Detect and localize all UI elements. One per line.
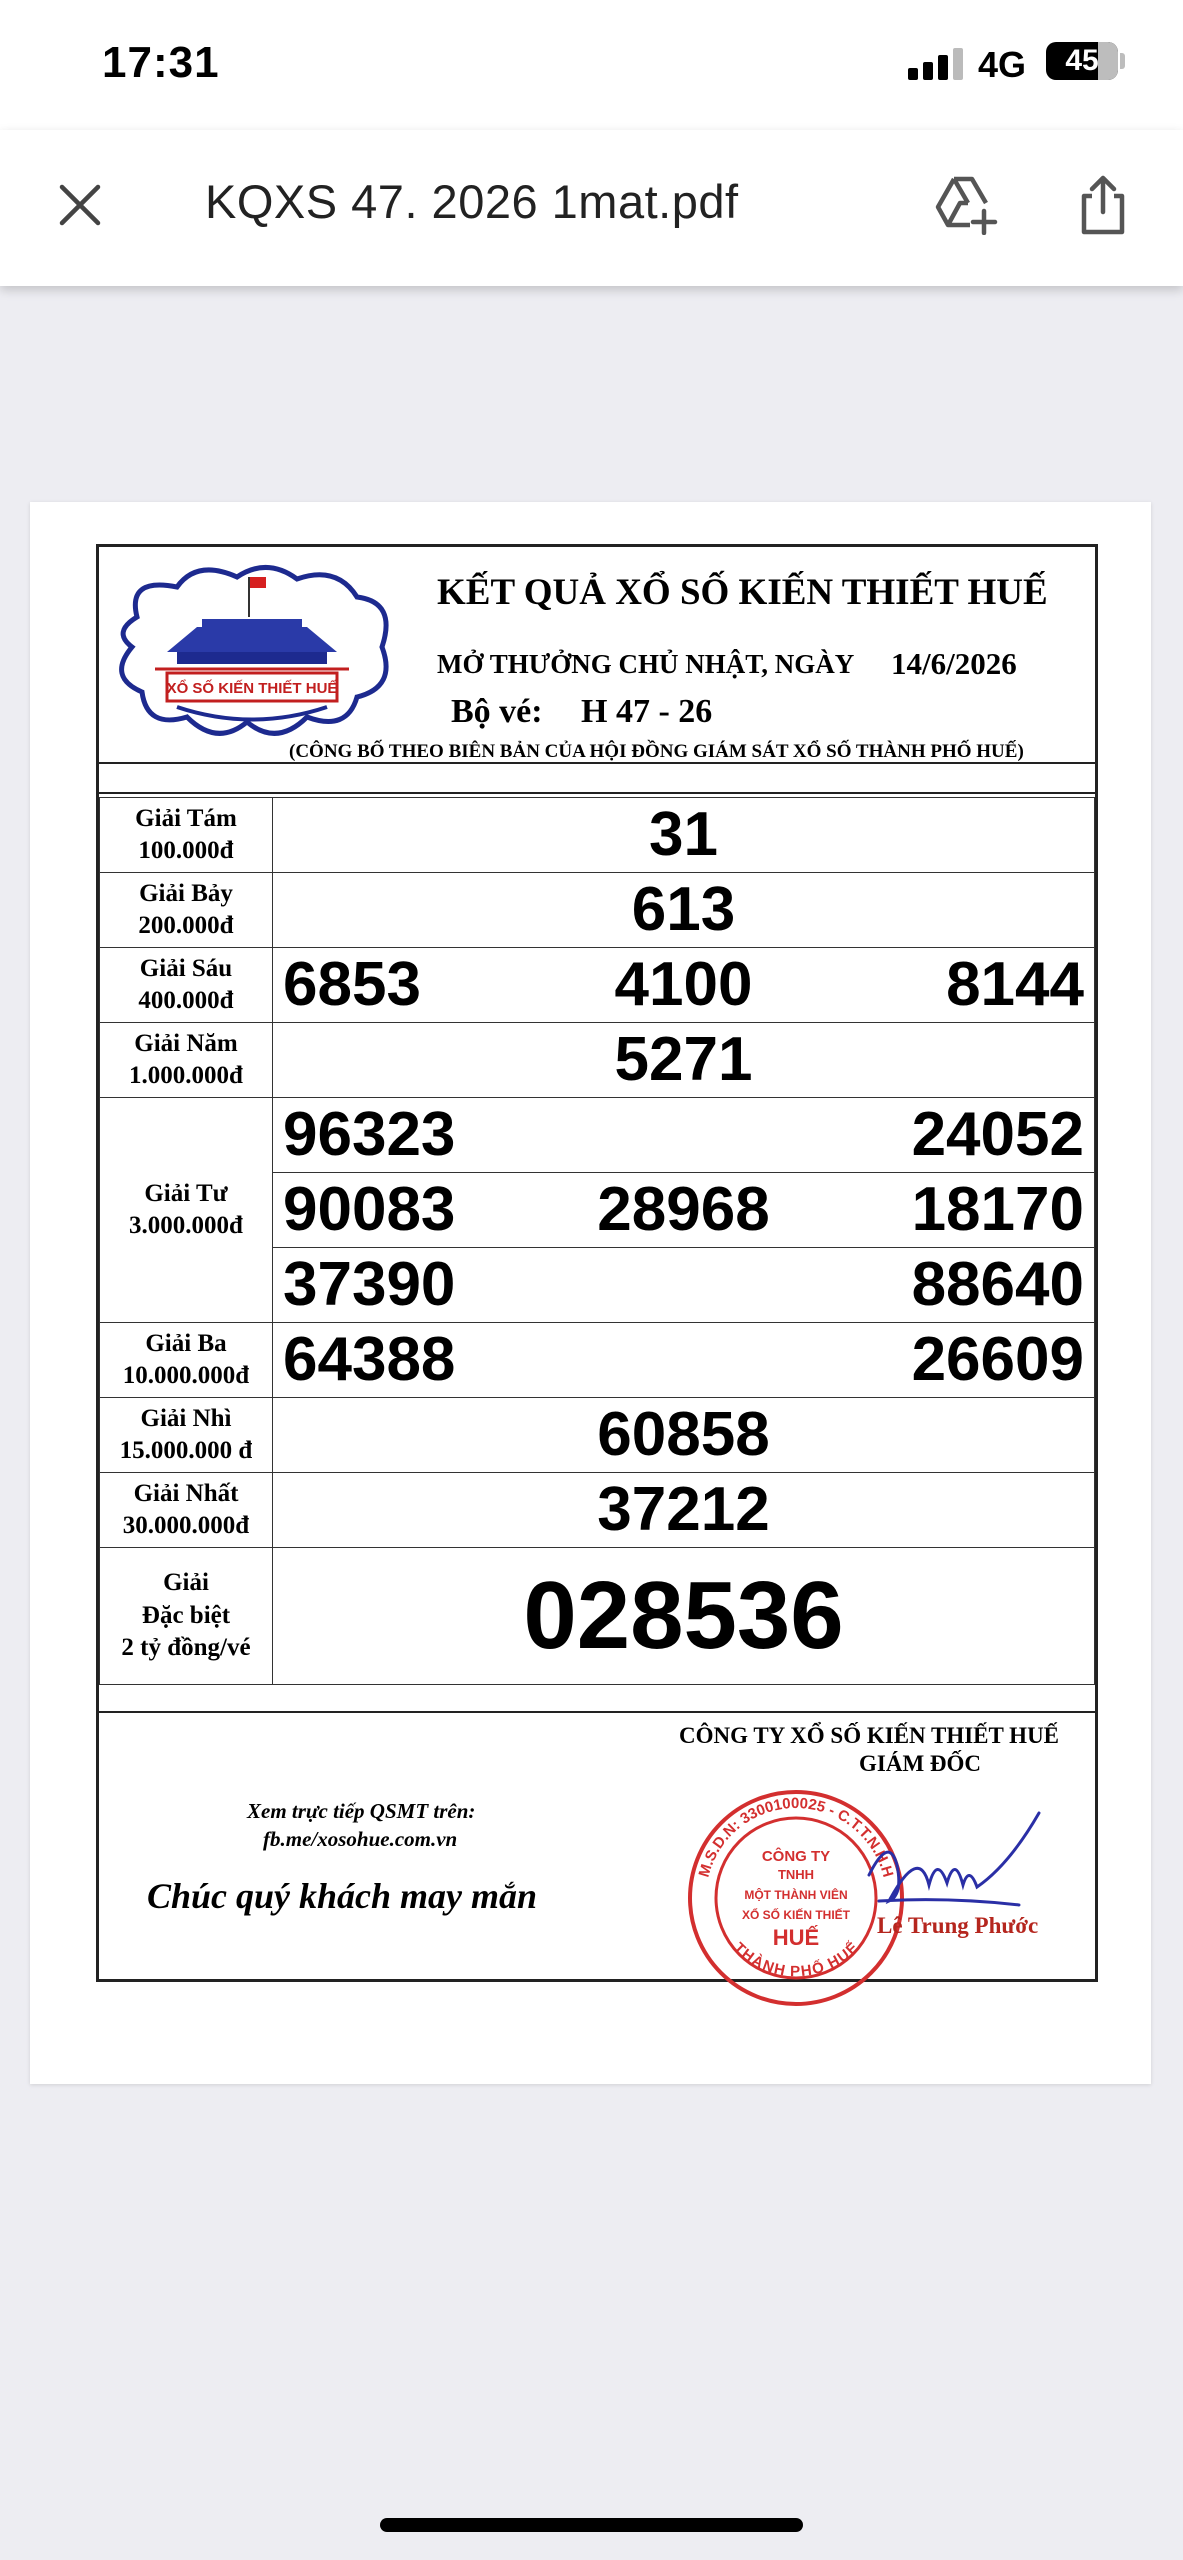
prize-amount: 100.000đ [138, 837, 234, 864]
add-to-drive-button[interactable] [932, 170, 1002, 240]
special-prize-row [100, 1548, 1095, 1685]
director-title: GIÁM ĐỐC [859, 1751, 982, 1776]
prize-amount: 10.000.000đ [122, 1362, 250, 1389]
winning-number: 28968 [597, 1175, 770, 1244]
prize-row [100, 1098, 1095, 1173]
prize-name: Giải Sáu [139, 954, 233, 982]
prize-row [100, 1473, 1095, 1548]
stamp-text: TNHH [777, 1867, 815, 1882]
prize-amount: 3.000.000đ [129, 1212, 243, 1239]
prize-label [100, 1323, 273, 1398]
prize-label [100, 798, 273, 873]
prize-row [100, 798, 1095, 873]
winning-number: 26609 [911, 1325, 1084, 1394]
greeting: Chúc quý khách may mắn [147, 1876, 538, 1916]
prize-row [100, 1398, 1095, 1473]
stamp-ring-text: M.S.D.N: 3300100025 - C.T.T.N.H.H [695, 1794, 897, 1880]
winning-number: 60858 [597, 1400, 770, 1469]
app-bar [0, 130, 1183, 286]
watch-url: fb.me/xosohue.com.vn [263, 1827, 458, 1851]
prize-name: Giải Nhì [140, 1404, 232, 1432]
signer-name: Lê Trung Phước [877, 1913, 1039, 1938]
prize-label [100, 1548, 273, 1685]
prize-name: Giải Ba [145, 1329, 227, 1357]
draw-date-label: MỞ THƯỞNG CHỦ NHẬT, NGÀY [437, 649, 855, 679]
prize-table [99, 797, 1095, 1685]
network-label: 4G [978, 44, 1027, 85]
stamp-ring-text: THÀNH PHỐ HUẾ [730, 1939, 862, 1981]
prize-label [100, 1398, 273, 1473]
lottery-logo-image [107, 557, 397, 747]
prize-label [100, 1098, 273, 1323]
stamp-text: CÔNG TY [761, 1848, 831, 1865]
share-button[interactable] [1068, 170, 1138, 240]
share-icon [1078, 174, 1128, 236]
winning-number: 8144 [946, 950, 1084, 1019]
signal-icon [908, 46, 964, 80]
stamp-text: XỔ SỐ KIẾN THIẾT [741, 1908, 851, 1922]
prize-name: Giải Nhất [133, 1479, 239, 1507]
ticket-set: H 47 - 26 [581, 693, 713, 730]
winning-number: 88640 [911, 1250, 1084, 1319]
winning-number: 6853 [283, 950, 421, 1019]
prize-row [100, 873, 1095, 948]
winning-number: 37212 [597, 1475, 770, 1544]
prize-name: Giải [163, 1569, 209, 1597]
prize-amount: 200.000đ [138, 912, 234, 939]
watch-label: Xem trực tiếp QSMT trên: [247, 1799, 476, 1823]
status-bar [0, 0, 1183, 130]
close-icon [58, 183, 102, 227]
prize-amount: 2 tỷ đồng/vé [121, 1634, 251, 1662]
prize-name: Giải Bảy [139, 879, 233, 907]
winning-number: 31 [649, 800, 718, 869]
home-indicator[interactable] [380, 2518, 803, 2532]
prize-amount: 400.000đ [138, 987, 234, 1014]
pdf-page [30, 502, 1151, 2084]
logo-text: XỔ SỐ KIẾN THIẾT HUẾ [166, 680, 338, 697]
prize-amount: 15.000.000 đ [119, 1437, 253, 1464]
battery-icon [1046, 42, 1118, 80]
prize-name: Giải Tám [135, 804, 237, 832]
prize-row [100, 1323, 1095, 1398]
prize-name: Giải Năm [134, 1029, 238, 1057]
prize-label [100, 948, 273, 1023]
result-title: KẾT QUẢ XỔ SỐ KIẾN THIẾT HUẾ [437, 572, 1048, 613]
special-winning-number: 028536 [523, 1562, 844, 1669]
close-button[interactable] [45, 170, 115, 240]
document-title: KQXS 47. 2026 1mat.pdf [205, 175, 739, 228]
prize-amount: 30.000.000đ [122, 1512, 250, 1539]
lottery-result-sheet [96, 544, 1098, 1982]
battery-tip [1120, 53, 1125, 69]
prize-name: Đặc biệt [141, 1601, 231, 1629]
draw-date: 14/6/2026 [891, 646, 1017, 681]
director-signature-image [859, 1805, 1049, 1925]
divider [99, 762, 1095, 764]
winning-number: 613 [631, 875, 736, 944]
winning-number: 24052 [911, 1100, 1084, 1169]
prize-name: Giải Tư [144, 1179, 228, 1207]
ticket-set-label: Bộ vé: [451, 693, 543, 730]
company-name: CÔNG TY XỔ SỐ KIẾN THIẾT HUẾ [679, 1723, 1060, 1748]
winning-number: 18170 [911, 1175, 1084, 1244]
prize-amount: 1.000.000đ [129, 1062, 243, 1089]
sheet-footer [99, 1711, 1095, 1983]
winning-number: 37390 [283, 1250, 456, 1319]
prize-row [100, 948, 1095, 1023]
add-to-drive-icon [934, 175, 1000, 235]
winning-number: 90083 [283, 1175, 456, 1244]
battery-level: 45 [1065, 44, 1099, 77]
stamp-text: MỘT THÀNH VIÊN [744, 1888, 848, 1902]
prize-label [100, 1023, 273, 1098]
stamp-text: HUẾ [772, 1925, 820, 1950]
prize-label [100, 1473, 273, 1548]
winning-number: 64388 [283, 1325, 456, 1394]
winning-number: 4100 [614, 950, 753, 1019]
prize-row [100, 1023, 1095, 1098]
prize-label [100, 873, 273, 948]
status-time: 17:31 [102, 38, 220, 87]
divider [99, 792, 1095, 794]
winning-number: 96323 [283, 1100, 456, 1169]
winning-number: 5271 [614, 1025, 753, 1094]
supervision-note: (CÔNG BỐ THEO BIÊN BẢN CỦA HỘI ĐỒNG GIÁM SÁT XỔ SỐ THÀNH PHỐ HUẾ) [289, 741, 1024, 762]
